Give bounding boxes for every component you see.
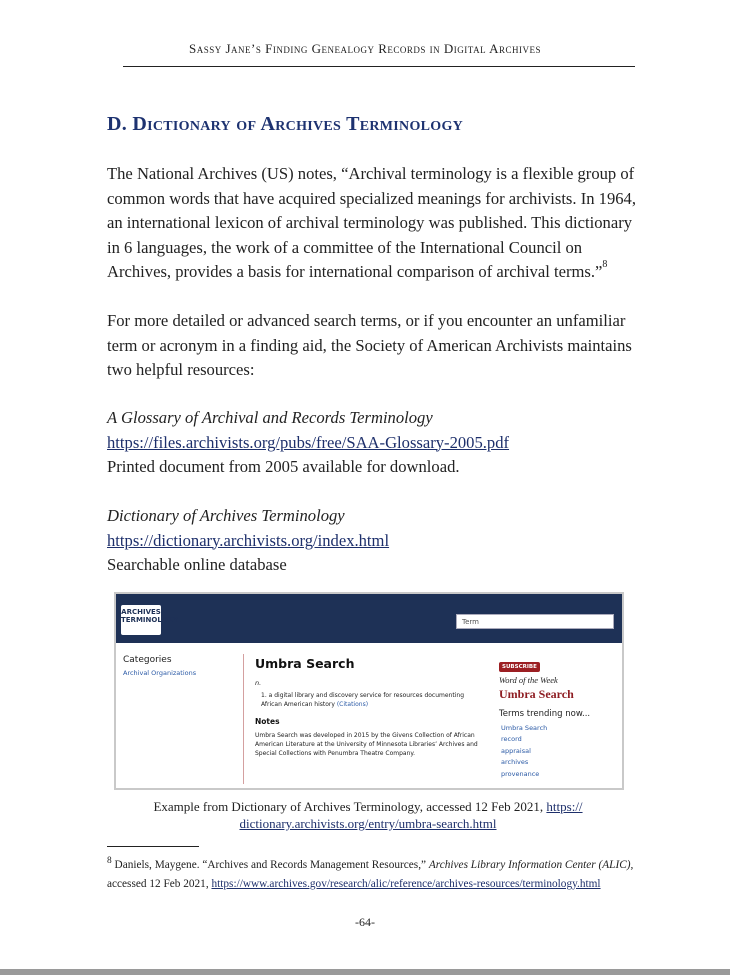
para2-line: term or acronym in a finding aid, the Society of American Archivists maintains xyxy=(107,335,632,355)
figure-caption xyxy=(108,798,628,832)
footnote-ref[interactable]: 8 xyxy=(602,259,608,270)
footnote-link[interactable]: https://www.archives.gov/research/alic/reference/archives-resources/terminology.html xyxy=(211,877,601,890)
trending-term-link[interactable]: appraisal xyxy=(501,746,531,755)
para2-line: two helpful resources: xyxy=(107,360,255,379)
resource-title: A Glossary of Archival and Records Terminology xyxy=(107,408,433,427)
resources-paragraph xyxy=(107,309,647,383)
para2-line: For more detailed or advanced search terms, or if you encounter an unfamiliar xyxy=(107,311,626,330)
resource-glossary xyxy=(107,406,647,480)
categories-heading: Categories xyxy=(123,655,172,665)
resource-link[interactable]: https://dictionary.archivists.org/index.html xyxy=(107,530,390,550)
part-of-speech: n. xyxy=(255,679,262,687)
para1-line: an international lexicon of archival terminology was published. This dictionary xyxy=(107,213,633,232)
entry-title: Umbra Search xyxy=(255,656,355,671)
entry-content xyxy=(255,656,485,758)
archives-terminology-logo[interactable] xyxy=(121,605,179,635)
site-search-input[interactable]: Term xyxy=(456,614,614,629)
page-number: -64- xyxy=(355,915,375,929)
footnote-source: Archives Library Information Center (ALIC), xyxy=(428,858,634,871)
viewer-bottom-bar xyxy=(0,969,730,975)
definition-text: 1. a digital library and discovery service for resources documenting African American history xyxy=(261,692,465,708)
trending-term-link[interactable]: archives xyxy=(501,758,529,767)
subscribe-button[interactable]: SUBSCRIBE xyxy=(499,662,540,672)
para1-line: in 6 languages, the work of a committee of the International Council on xyxy=(107,237,583,257)
caption-link[interactable]: https:// xyxy=(546,799,583,814)
running-header: Sassy Jane’s Finding Genealogy Records in Digital Archives xyxy=(189,41,541,56)
resource-description: Printed document from 2005 available for download. xyxy=(107,457,460,476)
footnote-rule xyxy=(107,846,199,847)
caption-text: Example from Dictionary of Archives Terminology, accessed 12 Feb 2021, xyxy=(153,799,544,814)
trending-list xyxy=(499,723,617,780)
para1-line: Archives, provides a basis for international comparison of archival terms.” xyxy=(107,262,603,281)
word-of-week-link[interactable]: Umbra Search xyxy=(499,687,574,701)
footnote-accessed: accessed 12 Feb 2021, xyxy=(107,877,209,890)
site-banner xyxy=(116,594,622,643)
entry-definition xyxy=(255,691,485,709)
dictionary-screenshot xyxy=(114,592,624,790)
intro-paragraph xyxy=(107,162,647,285)
notes-heading: Notes xyxy=(255,717,280,726)
word-of-week-label: Word of the Week xyxy=(499,675,558,685)
resource-link[interactable]: https://files.archivists.org/pubs/free/SAA-Glossary-2005.pdf xyxy=(107,432,510,452)
footnote-marker: 8 xyxy=(107,856,112,866)
right-sidebar xyxy=(499,653,617,780)
resource-dictionary xyxy=(107,504,647,578)
trending-term-link[interactable]: Umbra Search xyxy=(501,724,548,732)
para1-line: common words that have acquired specialized meanings for archivists. In 1964, xyxy=(107,188,636,208)
caption-link-cont[interactable]: dictionary.archivists.org/entry/umbra-search.html xyxy=(239,816,497,831)
trending-term-link[interactable]: provenance xyxy=(501,769,540,778)
citations-link[interactable]: (Citations) xyxy=(336,701,369,708)
column-divider xyxy=(243,654,244,784)
trending-term-link[interactable]: record xyxy=(501,735,522,744)
notes-text: Umbra Search was developed in 2015 by the Givens Collection of African American Literature at the University of Minnesota Libraries’ Archives and Special Collections with Penumbra Theatre Company. xyxy=(255,732,478,757)
resource-description: Searchable online database xyxy=(107,555,287,574)
logo-line: TERMINOLOGY xyxy=(121,616,179,624)
category-link[interactable]: Archival Organizations xyxy=(123,669,197,677)
resource-title: Dictionary of Archives Terminology xyxy=(107,506,345,525)
categories-sidebar xyxy=(123,655,196,677)
trending-heading: Terms trending now... xyxy=(499,709,591,719)
para1-line: The National Archives (US) notes, “Archival terminology is a flexible group of xyxy=(107,164,635,183)
logo-line: ARCHIVES xyxy=(121,608,161,616)
footnote xyxy=(107,852,647,894)
header-rule xyxy=(123,66,635,67)
section-title: D. Dictionary of Archives Terminology xyxy=(107,113,464,135)
footnote-author: Daniels, Maygene. “Archives and Records Management Resources,” xyxy=(114,858,427,871)
